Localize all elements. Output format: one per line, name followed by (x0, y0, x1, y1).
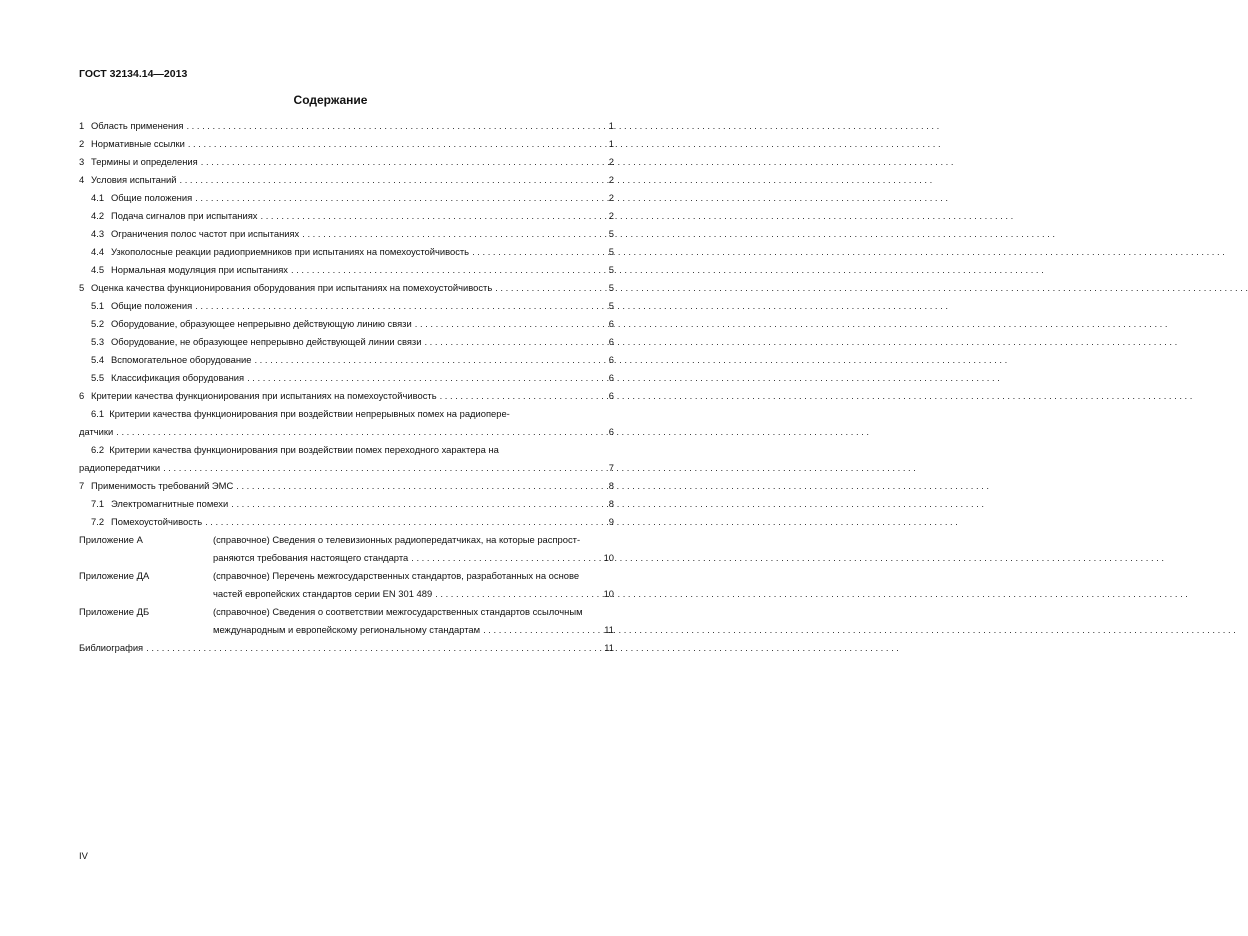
dot-leader (472, 246, 606, 258)
toc-entry-text: Общие положения (111, 300, 193, 311)
toc-appendix-db[interactable] (79, 606, 614, 636)
toc-entry-number: 6.1 (91, 408, 105, 419)
dot-leader (231, 498, 606, 510)
toc-entry-page: 2 (608, 174, 614, 185)
toc-entry-number: 5.1 (91, 300, 105, 311)
toc-entry-5-2[interactable] (79, 318, 614, 330)
toc-entry-text: Критерии качества функционирования при испытаниях на помехоустойчивость (91, 390, 437, 401)
toc-entry-page: 2 (608, 192, 614, 203)
toc-entry-text: Термины и определения (91, 156, 198, 167)
toc-entry-4-3[interactable] (79, 228, 614, 240)
toc-entry-text: Вспомогательное оборудование (111, 354, 252, 365)
toc-entry-4-2[interactable] (79, 210, 614, 222)
appendix-text-line1: (справочное) Сведения о телевизионных радиопередатчиках, на которые распрост- (213, 534, 581, 545)
dot-leader (195, 192, 606, 204)
toc-entry-text-line2: радиопередатчики (79, 462, 161, 473)
toc-entry-page: 2 (608, 210, 614, 221)
appendix-prefix: Приложение ДА (79, 570, 150, 581)
toc-entry-number: 7 (79, 480, 85, 491)
toc-entry-number: 6 (79, 390, 85, 401)
toc-entry-page: 7 (608, 462, 614, 473)
appendix-text-line2: частей европейских стандартов серии EN 301 489 (213, 588, 433, 599)
toc-entry-text: Классификация оборудования (111, 372, 245, 383)
toc-entry-page: 5 (608, 228, 614, 239)
toc-entry-5[interactable] (79, 282, 614, 294)
toc-entry-number: 4.2 (91, 210, 105, 221)
toc-entry-number: 3 (79, 156, 85, 167)
toc-entry-6[interactable] (79, 390, 614, 402)
toc-entry-number: 4.5 (91, 264, 105, 275)
toc-entry-4-5[interactable] (79, 264, 614, 276)
dot-leader (201, 156, 606, 168)
toc-entry-number: 1 (79, 120, 85, 131)
appendix-text-line1: (справочное) Перечень межгосударственных стандартов, разработанных на основе (213, 570, 580, 581)
toc-entry-5-5[interactable] (79, 372, 614, 384)
dot-leader (261, 210, 606, 222)
toc-entry-page: 6 (608, 372, 614, 383)
toc-entry-4-1[interactable] (79, 192, 614, 204)
toc-entry-page: 6 (608, 354, 614, 365)
toc-entry-text: Библиография (79, 642, 144, 653)
dot-leader (247, 372, 606, 384)
toc-entry-text-line2: датчики (79, 426, 114, 437)
appendix-prefix: Приложение ДБ (79, 606, 150, 617)
dot-leader (116, 426, 606, 438)
dot-leader (254, 354, 605, 366)
toc-entry-7-1[interactable] (79, 498, 614, 510)
dot-leader (186, 120, 605, 132)
dot-leader (146, 642, 601, 654)
page-number: IV (79, 850, 88, 861)
toc-entry-number: 5.4 (91, 354, 105, 365)
toc-entry-number: 4.3 (91, 228, 105, 239)
toc-entry-number: 5 (79, 282, 85, 293)
toc-entry-5-3[interactable] (79, 336, 614, 348)
toc-entry-number: 4.1 (91, 192, 105, 203)
toc-entry-4[interactable] (79, 174, 614, 186)
toc-entry-number: 7.2 (91, 516, 105, 527)
toc-entry-3[interactable] (79, 156, 614, 168)
toc-entry-text: Электромагнитные помехи (111, 498, 229, 509)
appendix-text-line2: международным и европейскому региональному стандартам (213, 624, 481, 635)
toc-entry-page: 11 (604, 624, 614, 635)
toc-entry-6-1[interactable] (79, 408, 614, 438)
dot-leader (495, 282, 606, 294)
toc-entry-4-4[interactable] (79, 246, 614, 258)
toc-entry-page: 5 (608, 246, 614, 257)
toc-entry-5-4[interactable] (79, 354, 614, 366)
dot-leader (415, 318, 606, 330)
dot-leader (195, 300, 606, 312)
toc-entry-page: 10 (603, 552, 614, 563)
toc-appendix-a[interactable] (79, 534, 614, 564)
toc-entry-text-line1: Критерии качества функционирования при воздействии помех переходного характера на (109, 444, 499, 455)
dot-leader (236, 480, 606, 492)
dot-leader (483, 624, 601, 636)
toc-entry-page: 5 (608, 282, 614, 293)
toc-entry-text: Узкополосные реакции радиоприемников при испытаниях на помехоустойчивость (111, 246, 470, 257)
dot-leader (435, 588, 600, 600)
toc-entry-number: 5.5 (91, 372, 105, 383)
toc-entry-7[interactable] (79, 480, 614, 492)
toc-entry-page: 5 (608, 264, 614, 275)
toc-entry-text-line1: Критерии качества функционирования при воздействии непрерывных помех на радиопере- (109, 408, 510, 419)
toc-entry-number: 4.4 (91, 246, 105, 257)
dot-leader (424, 336, 605, 348)
toc-entry-page: 8 (608, 498, 614, 509)
toc-entry-page: 5 (608, 300, 614, 311)
appendix-text-line2: раняются требования настоящего стандарта (213, 552, 409, 563)
toc-entry-page: 6 (608, 336, 614, 347)
toc-entry-page: 2 (608, 156, 614, 167)
toc-entry-text: Условия испытаний (91, 174, 177, 185)
toc-entry-text: Оборудование, образующее непрерывно действующую линию связи (111, 318, 412, 329)
toc-entry-page: 1 (608, 120, 614, 131)
appendix-text-line1: (справочное) Сведения о соответствии межгосударственных стандартов ссылочным (213, 606, 583, 617)
toc-appendix-da[interactable] (79, 570, 614, 600)
dot-leader (291, 264, 606, 276)
dot-leader (163, 462, 606, 474)
toc-entry-text: Подача сигналов при испытаниях (111, 210, 258, 221)
toc-entry-text: Нормальная модуляция при испытаниях (111, 264, 288, 275)
toc-entry-2[interactable] (79, 138, 614, 150)
toc-title: Содержание (293, 93, 368, 107)
toc-entry-page: 6 (608, 426, 614, 437)
toc-entry-text: Область применения (91, 120, 184, 131)
toc-bibliography[interactable] (79, 642, 614, 654)
table-of-contents (79, 120, 614, 660)
dot-leader (411, 552, 600, 564)
toc-entry-page: 1 (608, 138, 614, 149)
toc-entry-1[interactable] (79, 120, 614, 132)
toc-entry-page: 10 (603, 588, 614, 599)
toc-entry-text: Помехоустойчивость (111, 516, 203, 527)
toc-entry-text: Нормативные ссылки (91, 138, 185, 149)
dot-leader (180, 174, 606, 186)
appendix-prefix: Приложение А (79, 534, 143, 545)
dot-leader (302, 228, 606, 240)
document-header: ГОСТ 32134.14—2013 (79, 68, 188, 80)
toc-entry-number: 6.2 (91, 444, 105, 455)
toc-entry-text: Оборудование, не образующее непрерывно действующей линии связи (111, 336, 422, 347)
toc-entry-number: 2 (79, 138, 85, 149)
dot-leader (188, 138, 606, 150)
toc-entry-number: 7.1 (91, 498, 105, 509)
toc-entry-number: 4 (79, 174, 85, 185)
toc-entry-text: Ограничения полос частот при испытаниях (111, 228, 300, 239)
dot-leader (205, 516, 606, 528)
toc-entry-number: 5.2 (91, 318, 105, 329)
toc-entry-page: 8 (608, 480, 614, 491)
toc-entry-text: Общие положения (111, 192, 193, 203)
toc-entry-number: 5.3 (91, 336, 105, 347)
dot-leader (440, 390, 606, 402)
toc-entry-7-2[interactable] (79, 516, 614, 528)
toc-entry-page: 6 (608, 390, 614, 401)
toc-entry-6-2[interactable] (79, 444, 614, 474)
toc-entry-text: Применимость требований ЭМС (91, 480, 234, 491)
toc-entry-page: 11 (604, 642, 614, 653)
toc-entry-5-1[interactable] (79, 300, 614, 312)
toc-entry-page: 9 (608, 516, 614, 527)
toc-entry-page: 6 (608, 318, 614, 329)
toc-entry-text: Оценка качества функционирования оборудования при испытаниях на помехоустойчивость (91, 282, 493, 293)
